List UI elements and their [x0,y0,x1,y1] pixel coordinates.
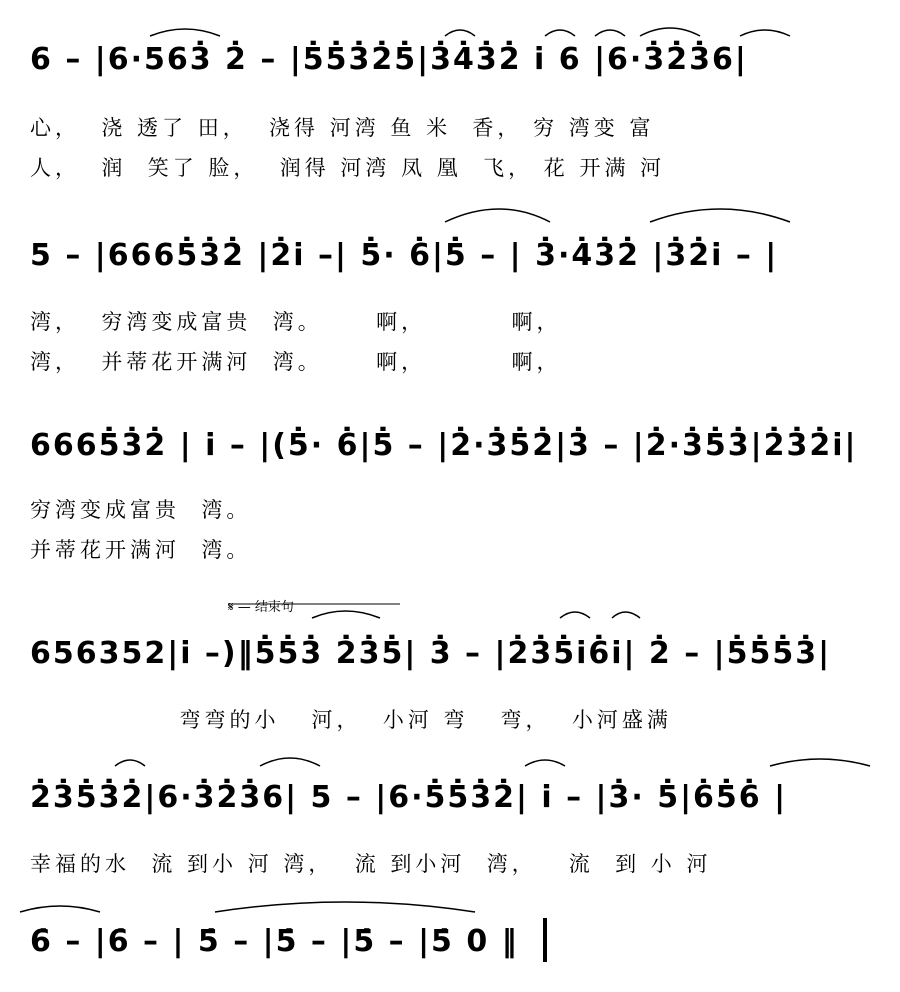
notation-line-6: 6̇ – |6̇ – | 5̇ – |5̇ – |5̇ – |5̇ 0 ‖ [30,924,519,959]
slur-mark [560,612,590,618]
slur-mark [150,29,220,36]
slur-mark [640,28,700,36]
lyrics-verse2-line-2: 湾， 并蒂花开满河 湾。 啊， 啊， [30,350,562,374]
slur-mark [445,30,475,36]
slur-mark [650,209,790,222]
notation-line-2: 5 – |6665̇3̇2̇ |2̇i –| 5̇· 6̇|5̇ – | 3̇·4̇3̇2̇ |3̇2̇i – | [30,238,779,273]
slur-mark [115,760,145,766]
slur-mark [20,906,100,912]
lyrics-verse2-line-3: 并蒂花开满河 湾。 [30,538,252,562]
slur-mark [525,760,565,766]
lyrics-verse1-line-5: 幸福的水 流 到小 河 湾， 流 到小河 湾， 流 到 小 河 [30,852,712,876]
lyrics-verse1-line-2: 湾， 穷湾变成富贵 湾。 啊， 啊， [30,310,562,334]
notation-line-1: 6 – |6·563̇ 2̇ – |5̇5̇3̇2̇5̇|3̇4̇3̇2̇ i 6 |6·3̇2̇3̇6| [30,42,748,77]
notation-line-3: 6665̇3̇2̇ | i – |(5̇· 6̇|5̇ – |2̇·3̇5̇2̇|3̇ – |2̇·3̇5̇3̇|2̇3̇2̇i| [30,428,858,463]
slur-mark [770,759,870,766]
lyrics-verse1-line-3: 穷湾变成富贵 湾。 [30,498,252,522]
segno-marker: 𝄋 — 结束句 [228,600,294,615]
lyrics-verse1-line-1: 心， 浇 透了 田， 浇得 河湾 鱼 米 香， 穷 湾变 富 [30,116,655,140]
slur-mark [260,758,320,766]
slur-mark [312,611,380,618]
slur-mark [445,209,550,222]
lyrics-verse2-line-1: 人， 润 笑了 脸， 润得 河湾 凤 凰 飞， 花 开满 河 [30,156,666,180]
slur-mark [595,30,625,36]
notation-line-4: 656352|i –)‖5̇5̇3̇ 2̇3̇5̇| 3̇ – |2̇3̇5̇i6̇i| 2̇ – |5̇5̇5̇3̇| [30,636,832,671]
slur-mark [740,30,790,36]
slur-mark [612,612,640,618]
slur-mark [215,902,475,912]
lyrics-verse1-line-4: 弯弯的小 河， 小河 弯 弯， 小河盛满 [30,708,672,732]
notation-line-5: 2̇3̇5̇3̇2̇|6·3̇2̇3̇6| 5 – |6·5̇5̇3̇2̇| i – |3̇· 5̇|6̇5̇6̇ | [30,780,788,815]
slur-mark [545,30,575,36]
